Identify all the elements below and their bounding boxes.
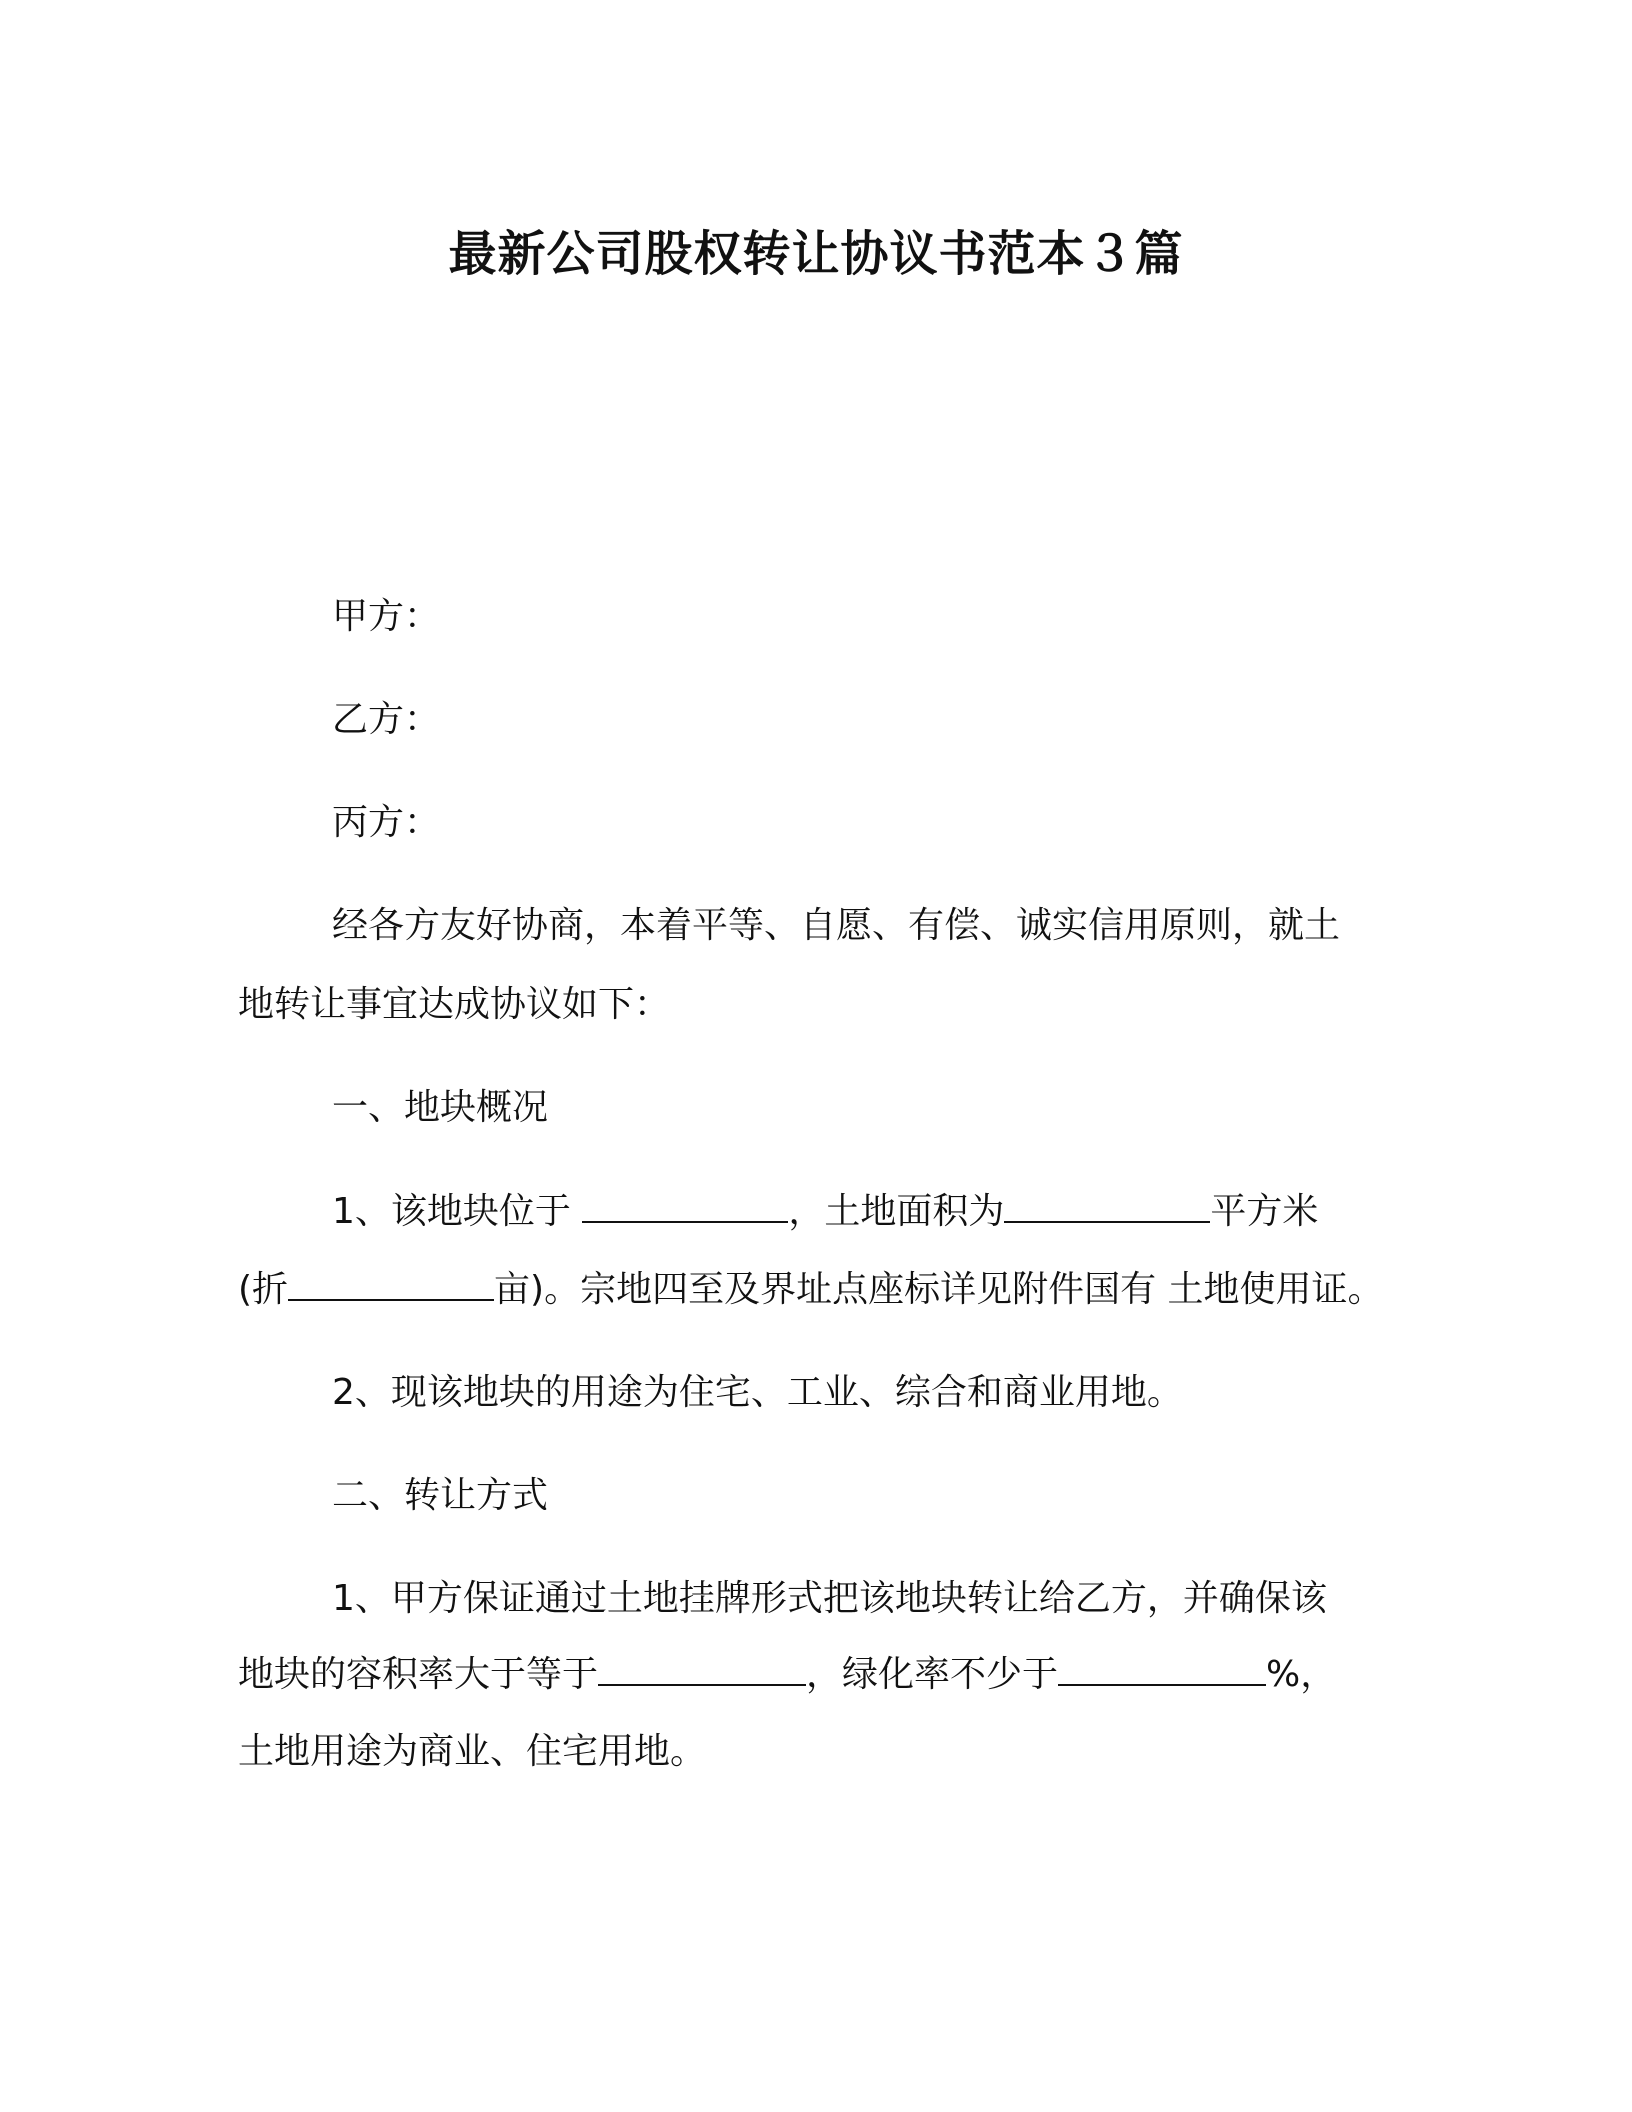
text-segment: ，绿化率不少于 [806,1654,1059,1695]
intro-paragraph-line-1: 经各方友好协商，本着平等、自愿、有偿、诚实信用原则，就土 [332,905,1341,946]
fill-in-blank-location [582,1191,788,1223]
section-1-item-1-line-1 [332,1187,1318,1237]
section-1-heading: 一、地块概况 [332,1087,549,1128]
text-segment: ，土地面积为 [788,1191,1005,1232]
party-c-label: 丙方： [332,802,441,843]
party-b-label: 乙方： [332,699,441,740]
section-2-heading: 二、转让方式 [332,1475,549,1516]
text-segment: 1、该地块位于 [332,1191,583,1232]
section-2-item-1-line-1: 1、甲方保证通过土地挂牌形式把该地块转让给乙方，并确保该 [332,1578,1327,1619]
document-title: 最新公司股权转让协议书范本３篇 [448,226,1184,282]
section-2-item-1-line-3: 土地用途为商业、住宅用地。 [238,1731,707,1772]
section-2-item-1-line-2 [238,1650,1336,1700]
text-segment: 地块的容积率大于等于 [238,1654,599,1695]
text-segment: (折 [238,1269,289,1310]
text-segment: 平方米 [1210,1191,1319,1232]
fill-in-blank-green-rate [1058,1654,1266,1686]
text-segment: %， [1266,1654,1337,1695]
fill-in-blank-mu [288,1269,494,1301]
fill-in-blank-plot-ratio [598,1654,806,1686]
section-1-item-1-line-2 [238,1265,1384,1315]
section-1-item-2: 2、现该地块的用途为住宅、工业、综合和商业用地。 [332,1372,1183,1413]
text-segment: 亩)。宗地四至及界址点座标详见附件国有 土地使用证。 [494,1269,1384,1310]
party-a-label: 甲方： [332,596,441,637]
intro-paragraph-line-2: 地转让事宜达成协议如下： [238,984,671,1025]
fill-in-blank-area [1004,1191,1210,1223]
